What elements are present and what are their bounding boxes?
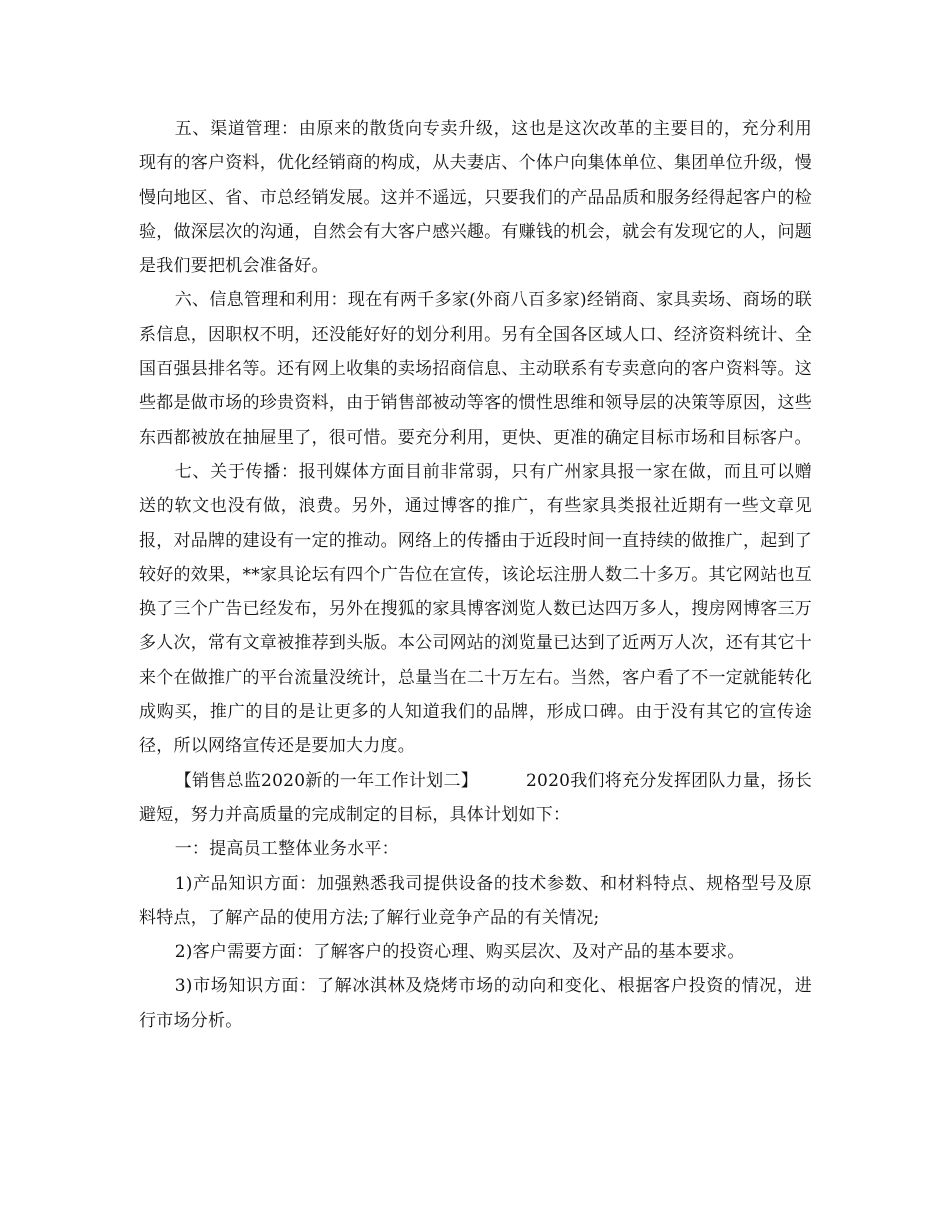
paragraph-communication: 七、关于传播：报刊媒体方面目前非常弱，只有广州家具报一家在做，而且可以赠送的软文也没有做，浪费。另外，通过博客的推广，有些家具类报社近期有一些文章见报，对品牌的建设有一定的推动。网络上的传播由于近段时间一直持续的做推广，起到了较好的效果，**家具论坛有四个广告位在宣传，该论坛注册人数二十多万。其它网站也互换了三个广告已经发布，另外在搜狐的家具博客浏览人数已达四万多人，搜房网博客三万多人次，常有文章被推荐到头版。本公司网站的浏览量已达到了近两万人次，还有其它十来个在做推广的平台流量没统计，总量当在二十万左右。当然，客户看了不一定就能转化成购买，推广的目的是让更多的人知道我们的品牌，形成口碑。由于没有其它的宣传途径，所以网络宣传还是要加大力度。 [139,461,812,757]
section-heading-paragraph [139,764,812,833]
list-item-customer-needs: 2)客户需要方面：了解客户的投资心理、购买层次、及对产品的基本要求。 [174,942,745,963]
paragraph-information-management: 六、信息管理和利用：现在有两千多家(外商八百多家)经销商、家具卖场、商场的联系信息，因职权不明，还没能好好的划分利用。另有全国各区域人口、经济资料统计、全国百强县排名等。还有网上收集的卖场招商信息、主动联系有专卖意向的客户资料等。这些都是做市场的珍贵资料，由于销售部被动等客的惯性思维和领导层的决策等原因，这些东西都被放在抽屉里了，很可惜。要充分利用，更快、更准的确定目标市场和目标客户。 [139,290,812,448]
section-title: 【销售总监2020新的一年工作计划二】 [174,770,478,791]
list-item-product-knowledge: 1)产品知识方面：加强熟悉我司提供设备的技术参数、和材料特点、规格型号及原料特点，了解产品的使用方法;了解行业竞争产品的有关情况; [139,873,812,928]
section-intro: 2020我们将充分发挥团队力量，扬长避短，努力并高质量的完成制定的目标，具体计划如下： [139,770,812,825]
document-body [139,112,812,1038]
paragraph-channel-management: 五、渠道管理：由原来的散货向专卖升级，这也是这次改革的主要目的，充分利用现有的客户资料，优化经销商的构成，从夫妻店、个体户向集体单位、集团单位升级，慢慢向地区、省、市总经销发展。这并不遥远，只要我们的产品品质和服务经得起客户的检验，做深层次的沟通，自然会有大客户感兴趣。有赚钱的机会，就会有发现它的人，问题是我们要把机会准备好。 [139,119,812,277]
list-item-improve-staff: 一：提高员工整体业务水平： [174,839,399,860]
list-item-market-knowledge: 3)市场知识方面：了解冰淇林及烧烤市场的动向和变化、根据客户投资的情况，进行市场分析。 [139,976,812,1031]
